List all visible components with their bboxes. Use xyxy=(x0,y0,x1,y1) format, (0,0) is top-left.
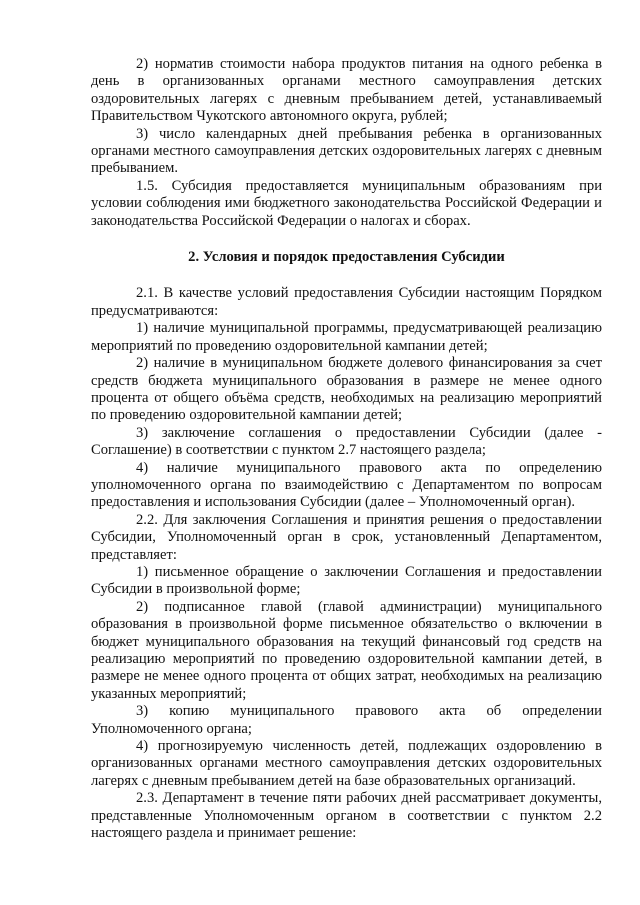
paragraph-2-1-item-2: 2) наличие в муниципальном бюджете долевого финансирования за счет средств бюджета муниципального образования в размере не менее одного процента от общего объёма средств, необходимых на реализацию мероприятий по проведению оздоровительной кампании детей; xyxy=(91,355,602,424)
paragraph-2-1-item-4: 4) наличие муниципального правового акта по определению уполномоченного органа по взаимодействию с Департаментом по вопросам предоставления и использования Субсидии (далее – Уполномоченный орган). xyxy=(91,459,602,511)
paragraph-item-2-food-cost: 2) норматив стоимости набора продуктов питания на одного ребенка в день в организованных органами местного самоуправления детских оздоровительных лагерях с дневным пребыванием детей, устанавливаемый Правительством Чукотского автономного округа, рублей; xyxy=(91,56,602,125)
paragraph-1-5: 1.5. Субсидия предоставляется муниципальным образованиям при условии соблюдения ими бюджетного законодательства Российской Федерации и законодательства Российской Федерации о налогах и сборах. xyxy=(91,177,602,229)
paragraph-2-1: 2.1. В качестве условий предоставления Субсидии настоящим Порядком предусматриваются: xyxy=(91,285,602,319)
paragraph-2-2-item-2: 2) подписанное главой (главой администрации) муниципального образования в произвольной форме письменное обязательство о включении в бюджет муниципального образования на текущий финансовый год средств на реализацию мероприятий по проведению оздоровительной кампании детей, в размере не менее одного процента от общих затрат, необходимых на реализацию указанных мероприятий; xyxy=(91,598,602,702)
paragraph-2-2: 2.2. Для заключения Соглашения и принятия решения о предоставлении Субсидии, Уполномоченный орган в срок, установленный Департаментом, представляет: xyxy=(91,511,602,563)
paragraph-2-1-item-1: 1) наличие муниципальной программы, предусматривающей реализацию мероприятий по проведению оздоровительной кампании детей; xyxy=(91,320,602,354)
paragraph-2-2-item-4: 4) прогнозируемую численность детей, подлежащих оздоровлению в организованных органами местного самоуправления детских оздоровительных лагерях с дневным пребыванием детей на базе образовательных организаций. xyxy=(91,738,602,789)
paragraph-2-2-item-3: 3) копию муниципального правового акта об определении Уполномоченного органа; xyxy=(91,703,602,737)
paragraph-2-1-item-3: 3) заключение соглашения о предоставлении Субсидии (далее - Соглашение) в соответствии с пунктом 2.7 настоящего раздела; xyxy=(91,424,602,459)
section-heading: 2. Условия и порядок предоставления Субсидии xyxy=(188,249,505,266)
paragraph-item-3-days: 3) число календарных дней пребывания ребенка в организованных органами местного самоуправления детских оздоровительных лагерях с дневным пребыванием. xyxy=(91,125,602,177)
paragraph-2-3: 2.3. Департамент в течение пяти рабочих дней рассматривает документы, представленные Уполномоченным органом в соответствии с пунктом 2.2 настоящего раздела и принимает решение: xyxy=(91,790,602,842)
document-body xyxy=(91,56,602,842)
paragraph-2-2-item-1: 1) письменное обращение о заключении Соглашения и предоставлении Субсидии в произвольной форме; xyxy=(91,563,602,598)
